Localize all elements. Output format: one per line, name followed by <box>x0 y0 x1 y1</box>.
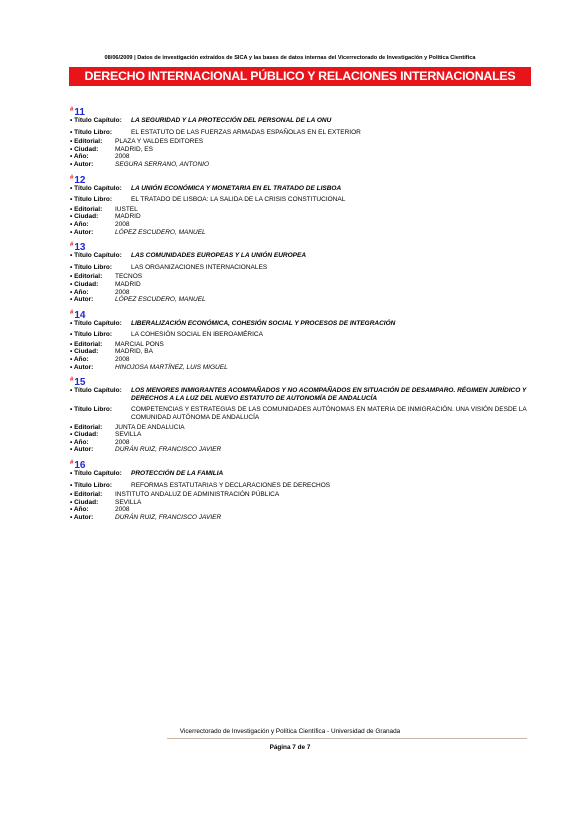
book-title-label: • Título Libro: <box>70 481 112 489</box>
city-row <box>70 213 530 221</box>
city-value: SEVILLA <box>115 498 142 506</box>
publisher-label: • Editorial: <box>70 340 103 348</box>
author-value: DURÁN RUIZ, FRANCISCO JAVIER <box>115 446 222 454</box>
city-label: • Ciudad: <box>70 213 99 221</box>
book-title-row <box>70 196 530 204</box>
entry-number-value: 16 <box>74 460 86 471</box>
chapter-title-row <box>70 117 530 125</box>
book-title-label: • Título Libro: <box>70 128 112 136</box>
book-title-label: • Título Libro: <box>70 263 112 271</box>
book-title-value: LAS ORGANIZACIONES INTERNACIONALES <box>131 263 268 271</box>
year-row <box>70 221 530 229</box>
city-value: MADRID <box>115 213 141 221</box>
entry-number <box>70 457 530 469</box>
chapter-title-value: LIBERALIZACIÓN ECONÓMICA, COHESIÓN SOCIAL Y PROCESOS DE INTEGRACIÓN <box>131 319 396 327</box>
author-value: LÓPEZ ESCUDERO, MANUEL <box>115 228 206 236</box>
year-label: • Año: <box>70 220 89 228</box>
footer-divider <box>167 738 527 739</box>
city-value: MADRID <box>115 280 141 288</box>
book-title-value: EL ESTATUTO DE LAS FUERZAS ARMADAS ESPAÑOLAS EN EL EXTERIOR <box>131 128 361 136</box>
hash-icon: # <box>70 309 74 316</box>
city-value: SEVILLA <box>115 431 142 439</box>
publisher-value: MARCIAL PONS <box>115 340 164 348</box>
book-chapter-entry <box>70 457 530 522</box>
author-label: • Autor: <box>70 160 94 168</box>
publisher-value: PLAZA Y VALDES EDITORES <box>115 138 204 146</box>
book-title-value: LA COHESIÓN SOCIAL EN IBEROAMÉRICA <box>131 331 263 339</box>
chapter-title-label: • Título Capítulo: <box>70 319 122 327</box>
city-row <box>70 499 530 507</box>
year-label: • Año: <box>70 438 89 446</box>
chapter-title-row <box>70 185 530 193</box>
city-value: MADRID, ES <box>115 145 153 153</box>
year-label: • Año: <box>70 153 89 161</box>
publisher-label: • Editorial: <box>70 273 103 281</box>
book-title-value: EL TRATADO DE LISBOA: LA SALIDA DE LA CRISIS CONSTITUCIONAL <box>131 196 346 204</box>
author-value: SEGURA SERRANO, ANTONIO <box>115 160 210 168</box>
author-row <box>70 296 530 304</box>
chapter-title-label: • Título Capítulo: <box>70 252 122 260</box>
chapter-title-value: LOS MENORES INMIGRANTES ACOMPAÑADOS Y NO ACOMPAÑADOS EN SITUACIÓN DE DESAMPARO. RÉGIMEN JURÍDICO Y DERECHOS A LA LUZ DEL NUEVO ESTATUTO DE AUTONOMÍA DE ANDALUCÍA <box>131 387 527 402</box>
book-chapter-entry <box>70 104 530 172</box>
author-row <box>70 161 530 169</box>
publisher-row <box>70 206 530 214</box>
author-value: LÓPEZ ESCUDERO, MANUEL <box>115 296 206 304</box>
hash-icon: # <box>70 377 74 384</box>
city-label: • Ciudad: <box>70 431 99 439</box>
publisher-value: INSTITUTO ANDALUZ DE ADMINISTRACIÓN PÚBLICA <box>115 491 280 499</box>
author-row <box>70 229 530 237</box>
footer-institution: Vicerrectorado de Investigación y Política Científica - Universidad de Granada <box>179 728 401 735</box>
book-title-row <box>70 264 530 272</box>
publisher-value: TECNOS <box>115 273 143 281</box>
book-title-label: • Título Libro: <box>70 196 112 204</box>
book-title-row <box>70 406 530 421</box>
entry-number <box>70 172 530 184</box>
year-value: 2008 <box>115 288 130 296</box>
publisher-label: • Editorial: <box>70 205 103 213</box>
author-row <box>70 446 530 454</box>
publisher-row <box>70 491 530 499</box>
entries-list <box>70 104 530 522</box>
hash-icon: # <box>70 242 74 249</box>
entry-number-value: 11 <box>74 107 85 118</box>
year-value: 2008 <box>115 220 130 228</box>
year-value: 2008 <box>115 356 130 364</box>
book-chapter-entry <box>70 307 530 375</box>
city-row <box>70 348 530 356</box>
publisher-row <box>70 424 530 432</box>
city-label: • Ciudad: <box>70 280 99 288</box>
chapter-title-label: • Título Capítulo: <box>70 184 122 192</box>
author-label: • Autor: <box>70 363 94 371</box>
author-value: HINOJOSA MARTÍNEZ, LUIS MIGUEL <box>115 363 228 371</box>
book-title-value: REFORMAS ESTATUTARIAS Y DECLARACIONES DE DERECHOS <box>131 481 331 489</box>
section-title: DERECHO INTERNACIONAL PÚBLICO Y RELACIONES INTERNACIONALES <box>69 67 531 86</box>
year-row <box>70 356 530 364</box>
year-row <box>70 506 530 514</box>
chapter-title-value: LA UNIÓN ECONÓMICA Y MONETARIA EN EL TRATADO DE LISBOA <box>131 184 342 192</box>
author-label: • Autor: <box>70 446 94 454</box>
entry-number <box>70 239 530 254</box>
author-label: • Autor: <box>70 296 94 304</box>
chapter-title-value: LAS COMUNIDADES EUROPEAS Y LA UNIÓN EUROPEA <box>131 252 307 260</box>
entry-number <box>70 307 530 319</box>
hash-icon: # <box>70 107 74 113</box>
chapter-title-value: PROTECCIÓN DE LA FAMILIA <box>131 470 224 477</box>
year-row <box>70 289 530 297</box>
year-row <box>70 153 530 161</box>
page-header: 08/06/2009 | Datos de investigación extraídos de SICA y las bases de datos internas del Vicerrectorado de Investigación y Política Científica <box>104 55 476 61</box>
entry-number-value: 15 <box>74 377 86 389</box>
book-title-label: • Título Libro: <box>70 406 112 414</box>
year-label: • Año: <box>70 356 89 364</box>
chapter-title-label: • Título Capítulo: <box>70 117 122 124</box>
author-row <box>70 364 530 372</box>
entry-number-value: 14 <box>74 309 86 321</box>
author-label: • Autor: <box>70 228 94 236</box>
chapter-title-row <box>70 252 530 260</box>
book-title-label: • Título Libro: <box>70 331 112 339</box>
chapter-title-row <box>70 470 530 478</box>
publisher-row <box>70 138 530 146</box>
entry-number <box>70 374 530 389</box>
chapter-title-row <box>70 387 530 402</box>
year-label: • Año: <box>70 288 89 296</box>
chapter-title-row <box>70 320 530 328</box>
publisher-label: • Editorial: <box>70 138 103 146</box>
publisher-value: JUNTA DE ANDALUCIA <box>115 423 185 431</box>
author-label: • Autor: <box>70 513 94 521</box>
city-row <box>70 431 530 439</box>
city-value: MADRID, BA <box>115 348 153 356</box>
year-label: • Año: <box>70 506 89 514</box>
chapter-title-value: LA SEGURIDAD Y LA PROTECCIÓN DEL PERSONAL DE LA ONU <box>131 117 332 124</box>
book-title-value: COMPETENCIAS Y ESTRATEGIAS DE LAS COMUNIDADES AUTÓNOMAS EN MATERIA DE INMIGRACIÓN. UNA VISIÓN DESDE LA COMUNIDAD AUTÓNOMA DE ANDALUCÍA <box>131 406 527 422</box>
book-title-row <box>70 482 530 490</box>
book-title-row <box>70 331 530 339</box>
publisher-row <box>70 341 530 349</box>
publisher-row <box>70 273 530 281</box>
publisher-label: • Editorial: <box>70 491 103 499</box>
chapter-title-label: • Título Capítulo: <box>70 470 122 477</box>
publisher-label: • Editorial: <box>70 423 103 431</box>
book-title-row <box>70 129 530 137</box>
chapter-title-label: • Título Capítulo: <box>70 387 122 395</box>
city-label: • Ciudad: <box>70 498 99 506</box>
book-chapter-entry <box>70 239 530 307</box>
author-value: DURÁN RUIZ, FRANCISCO JAVIER <box>115 513 222 521</box>
hash-icon: # <box>70 460 74 466</box>
city-label: • Ciudad: <box>70 348 99 356</box>
entry-number-value: 12 <box>74 174 86 186</box>
hash-icon: # <box>70 174 74 181</box>
page-number: Página 7 de 7 <box>269 744 311 751</box>
author-row <box>70 514 530 522</box>
book-chapter-entry <box>70 374 530 457</box>
city-row <box>70 281 530 289</box>
city-label: • Ciudad: <box>70 145 99 153</box>
year-value: 2008 <box>115 153 130 161</box>
entry-number <box>70 104 530 116</box>
entry-number-value: 13 <box>74 242 86 254</box>
book-chapter-entry <box>70 172 530 240</box>
year-value: 2008 <box>115 506 130 514</box>
city-row <box>70 146 530 154</box>
publisher-value: IUSTEL <box>115 205 138 213</box>
year-value: 2008 <box>115 438 130 446</box>
